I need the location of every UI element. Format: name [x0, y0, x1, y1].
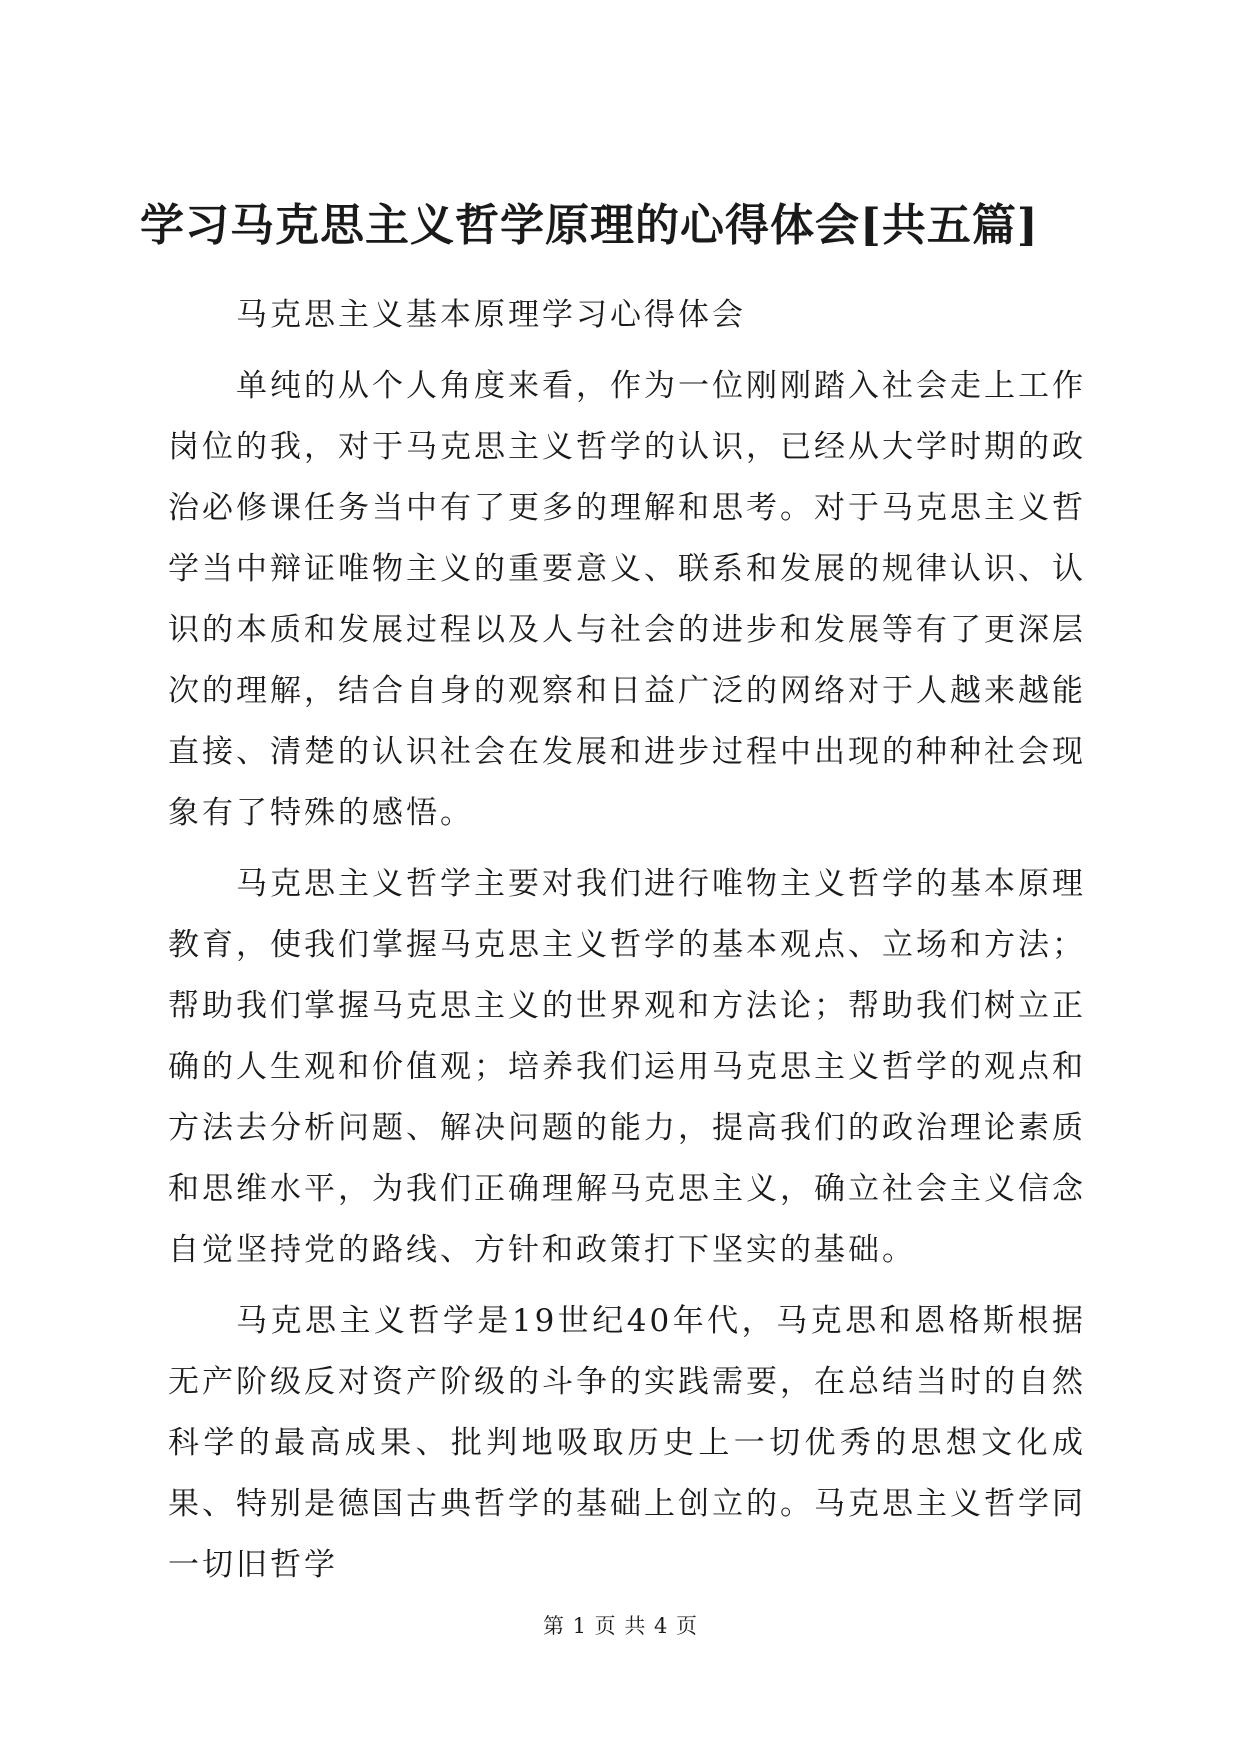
document-body [168, 285, 1086, 1606]
page-number-footer: 第 1 页 共 4 页 [542, 1614, 699, 1638]
document-title: 学习马克思主义哲学原理的心得体会[共五篇] [140, 200, 1039, 251]
body-paragraph-2: 马克思主义哲学主要对我们进行唯物主义哲学的基本原理教育，使我们掌握马克思主义哲学的基本观点、立场和方法；帮助我们掌握马克思主义的世界观和方法论；帮助我们树立正确的人生观和价值观；培养我们运用马克思主义哲学的观点和方法去分析问题、解决问题的能力，提高我们的政治理论素质和思维水平，为我们正确理解马克思主义，确立社会主义信念自觉坚持党的路线、方针和政策打下坚实的基础。 [168, 866, 1086, 1268]
document-subtitle: 马克思主义基本原理学习心得体会 [236, 297, 746, 333]
body-paragraph-3: 马克思主义哲学是19世纪40年代，马克思和恩格斯根据无产阶级反对资产阶级的斗争的实践需要，在总结当时的自然科学的最高成果、批判地吸取历史上一切优秀的思想文化成果、特别是德国古典哲学的基础上创立的。马克思主义哲学同一切旧哲学 [168, 1303, 1086, 1583]
body-paragraph-1: 单纯的从个人角度来看，作为一位刚刚踏入社会走上工作岗位的我，对于马克思主义哲学的认识，已经从大学时期的政治必修课任务当中有了更多的理解和思考。对于马克思主义哲学当中辩证唯物主义的重要意义、联系和发展的规律认识、认识的本质和发展过程以及人与社会的进步和发展等有了更深层次的理解，结合自身的观察和日益广泛的网络对于人越来越能直接、清楚的认识社会在发展和进步过程中出现的种种社会现象有了特殊的感悟。 [168, 368, 1086, 831]
